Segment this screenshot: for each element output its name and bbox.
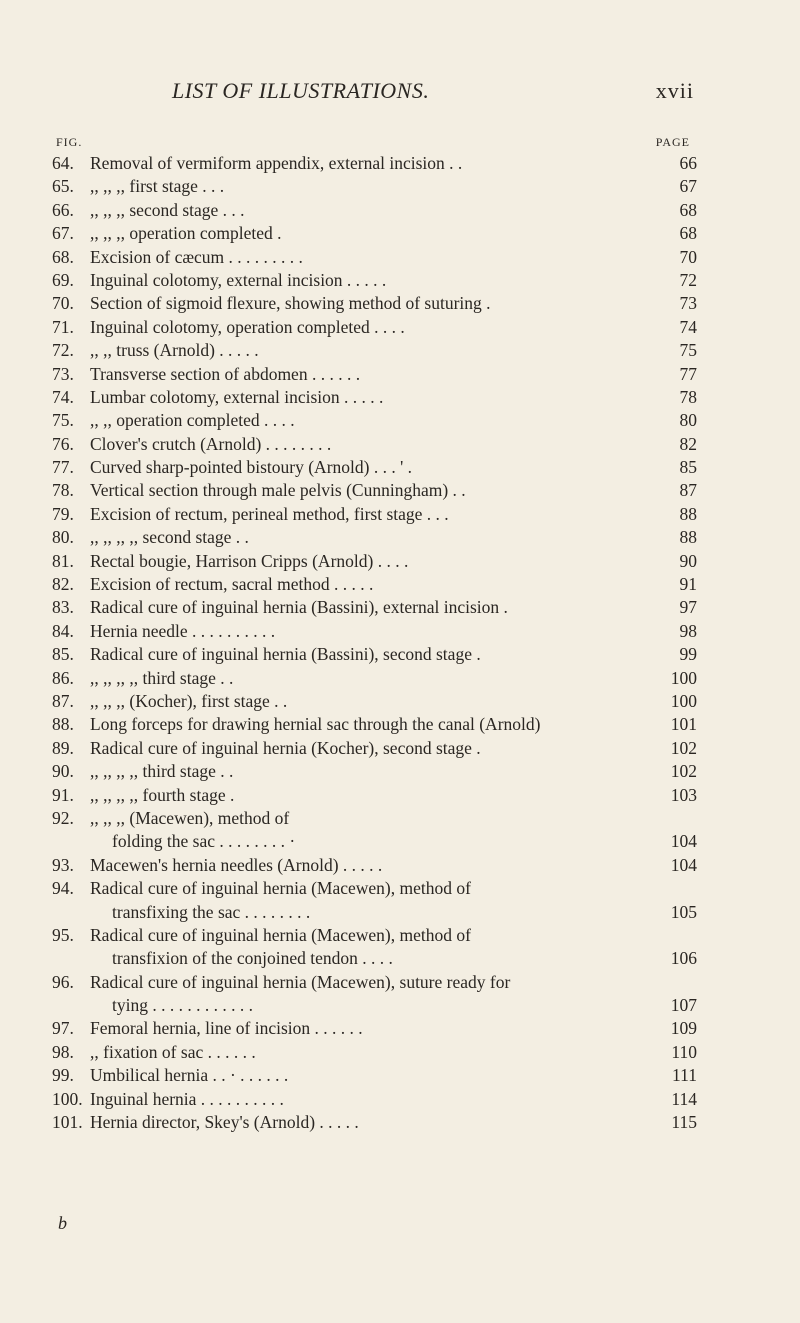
- page-column-header: PAGE: [655, 135, 690, 149]
- figure-number: 87.: [52, 690, 74, 711]
- list-item: [52, 1111, 697, 1134]
- figure-caption: Umbilical hernia . . · . . . . . .: [90, 1065, 289, 1086]
- page-reference: 102: [670, 737, 697, 758]
- figure-number: 76.: [52, 433, 74, 454]
- page-reference: 67: [679, 176, 697, 197]
- page-reference: 73: [679, 293, 697, 314]
- figure-caption: ,, ,, ,, ,, third stage . .: [90, 667, 234, 688]
- page-reference: 87: [679, 480, 697, 501]
- figure-caption: Macewen's hernia needles (Arnold) . . . . .: [90, 854, 383, 875]
- figure-number: 98.: [52, 1041, 74, 1062]
- page-reference: 101: [670, 714, 697, 735]
- column-headers: [0, 135, 800, 151]
- figure-number: 93.: [52, 854, 74, 875]
- list-item: [52, 386, 697, 409]
- list-item: [52, 363, 697, 386]
- figure-number: 70.: [52, 293, 74, 314]
- page-reference: 100: [670, 690, 697, 711]
- list-item: [52, 854, 697, 877]
- figure-number: 83.: [52, 597, 74, 618]
- figure-number: 91.: [52, 784, 74, 805]
- figure-caption: Lumbar colotomy, external incision . . . . .: [90, 386, 384, 407]
- figure-number: 86.: [52, 667, 74, 688]
- page-reference: 85: [679, 457, 697, 478]
- figure-caption: Clover's crutch (Arnold) . . . . . . . .: [90, 433, 332, 454]
- page-reference: 105: [670, 901, 697, 922]
- figure-number: 66.: [52, 199, 74, 220]
- page-number: xvii: [655, 78, 694, 103]
- page-reference: 99: [679, 644, 697, 665]
- figure-number: 100.: [52, 1088, 83, 1109]
- page-reference: 103: [670, 784, 697, 805]
- list-item: [52, 737, 697, 760]
- page-reference: 77: [679, 363, 697, 384]
- figure-caption: Hernia director, Skey's (Arnold) . . . . .: [90, 1112, 359, 1133]
- page-reference: 115: [671, 1112, 697, 1133]
- page-reference: 66: [679, 153, 697, 173]
- page-reference: 88: [679, 503, 697, 524]
- page-reference: 68: [679, 223, 697, 244]
- list-item: [52, 316, 697, 339]
- figure-caption: Vertical section through male pelvis (Cunningham) . .: [90, 480, 466, 501]
- figure-caption: Excision of rectum, perineal method, first stage . . .: [90, 503, 449, 524]
- figure-caption: ,, ,, ,, (Macewen), method of: [90, 807, 290, 828]
- figure-caption: tying . . . . . . . . . . . .: [112, 995, 253, 1016]
- list-item: [52, 807, 697, 830]
- figure-caption: Long forceps for drawing hernial sac through the canal (Arnold): [90, 714, 541, 735]
- page-reference: 100: [670, 667, 697, 688]
- figure-number: 92.: [52, 807, 74, 828]
- page-reference: 104: [670, 854, 697, 875]
- figure-caption: Radical cure of inguinal hernia (Bassini), second stage .: [90, 644, 481, 665]
- page-reference: 70: [679, 246, 697, 267]
- figure-caption: ,, ,, ,, ,, third stage . .: [90, 761, 234, 782]
- figure-caption: Excision of rectum, sacral method . . . . .: [90, 574, 374, 595]
- figure-number: 99.: [52, 1065, 74, 1086]
- page-reference: 78: [679, 386, 697, 407]
- figure-number: 82.: [52, 574, 74, 595]
- figure-number: 64.: [52, 153, 74, 173]
- running-title: LIST OF ILLUSTRATIONS.: [172, 78, 430, 103]
- list-item: [52, 409, 697, 432]
- figure-number: 81.: [52, 550, 74, 571]
- page-reference: 72: [679, 269, 697, 290]
- figure-caption: Inguinal colotomy, operation completed . . . .: [90, 316, 405, 337]
- page-reference: 80: [679, 410, 697, 431]
- list-item: [52, 1088, 697, 1111]
- page-reference: 82: [679, 433, 697, 454]
- figure-caption: Removal of vermiform appendix, external incision . .: [90, 153, 463, 173]
- figure-number: 72.: [52, 340, 74, 361]
- figure-caption: Radical cure of inguinal hernia (Bassini), external incision .: [90, 597, 508, 618]
- list-item: [52, 877, 697, 900]
- page-reference: 74: [679, 316, 697, 337]
- figure-number: 73.: [52, 363, 74, 384]
- figure-caption: Excision of cæcum . . . . . . . . .: [90, 246, 303, 267]
- page-reference: 98: [679, 620, 697, 641]
- figure-number: 97.: [52, 1018, 74, 1039]
- page-reference: 68: [679, 199, 697, 220]
- list-item-continuation: [52, 901, 697, 924]
- page-reference: 90: [679, 550, 697, 571]
- figure-number: 71.: [52, 316, 74, 337]
- figure-caption: ,, ,, ,, operation completed .: [90, 223, 282, 244]
- figure-caption: ,, ,, ,, ,, second stage . .: [90, 527, 249, 548]
- figure-number: 79.: [52, 503, 74, 524]
- list-item: [52, 479, 697, 502]
- list-item: [52, 573, 697, 596]
- signature-mark: b: [58, 1213, 67, 1233]
- figure-caption: ,, ,, truss (Arnold) . . . . .: [90, 340, 259, 361]
- list-item: [52, 924, 697, 947]
- page-reference: 88: [679, 527, 697, 548]
- figure-number: 101.: [52, 1112, 83, 1133]
- figure-caption: ,, ,, ,, second stage . . .: [90, 199, 245, 220]
- figure-number: 74.: [52, 386, 74, 407]
- figure-caption: Femoral hernia, line of incision . . . . . .: [90, 1018, 363, 1039]
- figure-number: 90.: [52, 761, 74, 782]
- figure-caption: Inguinal colotomy, external incision . . . . .: [90, 269, 387, 290]
- figure-caption: Rectal bougie, Harrison Cripps (Arnold) . . . .: [90, 550, 409, 571]
- list-item: [52, 643, 697, 666]
- list-item: [52, 339, 697, 362]
- figure-number: 67.: [52, 223, 74, 244]
- figure-caption: transfixion of the conjoined tendon . . . .: [112, 948, 393, 969]
- list-item: [52, 971, 697, 994]
- illustrations-list: [52, 152, 697, 1134]
- list-item: [52, 222, 697, 245]
- page-reference: 97: [679, 597, 697, 618]
- list-item: [52, 1041, 697, 1064]
- figure-number: 95.: [52, 924, 74, 945]
- figure-caption: ,, ,, operation completed . . . .: [90, 410, 295, 431]
- list-item: [52, 433, 697, 456]
- figure-caption: transfixing the sac . . . . . . . .: [112, 901, 311, 922]
- page-reference: 107: [670, 995, 697, 1016]
- list-item: [52, 620, 697, 643]
- list-item: [52, 760, 697, 783]
- figure-number: 65.: [52, 176, 74, 197]
- list-item-continuation: [52, 947, 697, 970]
- running-head: [0, 78, 800, 108]
- figure-caption: ,, ,, ,, (Kocher), first stage . .: [90, 690, 288, 711]
- figure-caption: ,, ,, ,, first stage . . .: [90, 176, 225, 197]
- fig-column-header: FIG.: [56, 135, 83, 149]
- page-reference: 75: [679, 340, 697, 361]
- list-item: [52, 246, 697, 269]
- figure-caption: Curved sharp-pointed bistoury (Arnold) . . . ' .: [90, 457, 412, 478]
- figure-number: 88.: [52, 714, 74, 735]
- page-reference: 111: [672, 1065, 697, 1086]
- list-item: [52, 503, 697, 526]
- figure-caption: Hernia needle . . . . . . . . . .: [90, 620, 276, 641]
- list-item-continuation: [52, 830, 697, 853]
- list-item: [52, 784, 697, 807]
- page-reference: 109: [670, 1018, 697, 1039]
- page-reference: 114: [671, 1088, 697, 1109]
- figure-caption: Radical cure of inguinal hernia (Macewen), suture ready for: [90, 971, 511, 992]
- figure-number: 80.: [52, 527, 74, 548]
- figure-number: 84.: [52, 620, 74, 641]
- list-item: [52, 713, 697, 736]
- list-item-continuation: [52, 994, 697, 1017]
- figure-caption: ,, ,, ,, ,, fourth stage .: [90, 784, 235, 805]
- list-item: [52, 550, 697, 573]
- figure-number: 85.: [52, 644, 74, 665]
- page-reference: 104: [670, 831, 697, 852]
- figure-number: 94.: [52, 878, 74, 899]
- list-item: [52, 1064, 697, 1087]
- figure-caption: folding the sac . . . . . . . . ·: [112, 831, 296, 852]
- page-reference: 102: [670, 761, 697, 782]
- list-item: [52, 667, 697, 690]
- page-reference: 106: [670, 948, 697, 969]
- figure-caption: Section of sigmoid flexure, showing method of suturing .: [90, 293, 491, 314]
- figure-number: 78.: [52, 480, 74, 501]
- list-item: [52, 1017, 697, 1040]
- page-reference: 91: [679, 574, 697, 595]
- figure-number: 89.: [52, 737, 74, 758]
- list-item: [52, 292, 697, 315]
- list-item: [52, 690, 697, 713]
- figure-number: 68.: [52, 246, 74, 267]
- list-item: [52, 596, 697, 619]
- list-item: [52, 152, 697, 175]
- figure-caption: Radical cure of inguinal hernia (Kocher), second stage .: [90, 737, 481, 758]
- figure-caption: Inguinal hernia . . . . . . . . . .: [90, 1088, 284, 1109]
- figure-caption: ,, fixation of sac . . . . . .: [90, 1041, 256, 1062]
- figure-number: 96.: [52, 971, 74, 992]
- figure-number: 77.: [52, 457, 74, 478]
- figure-caption: Transverse section of abdomen . . . . . .: [90, 363, 361, 384]
- list-item: [52, 526, 697, 549]
- list-item: [52, 175, 697, 198]
- figure-number: 69.: [52, 269, 74, 290]
- figure-caption: Radical cure of inguinal hernia (Macewen), method of: [90, 878, 471, 899]
- figure-number: 75.: [52, 410, 74, 431]
- list-item: [52, 199, 697, 222]
- list-item: [52, 269, 697, 292]
- page-reference: 110: [671, 1041, 697, 1062]
- list-item: [52, 456, 697, 479]
- figure-caption: Radical cure of inguinal hernia (Macewen), method of: [90, 924, 471, 945]
